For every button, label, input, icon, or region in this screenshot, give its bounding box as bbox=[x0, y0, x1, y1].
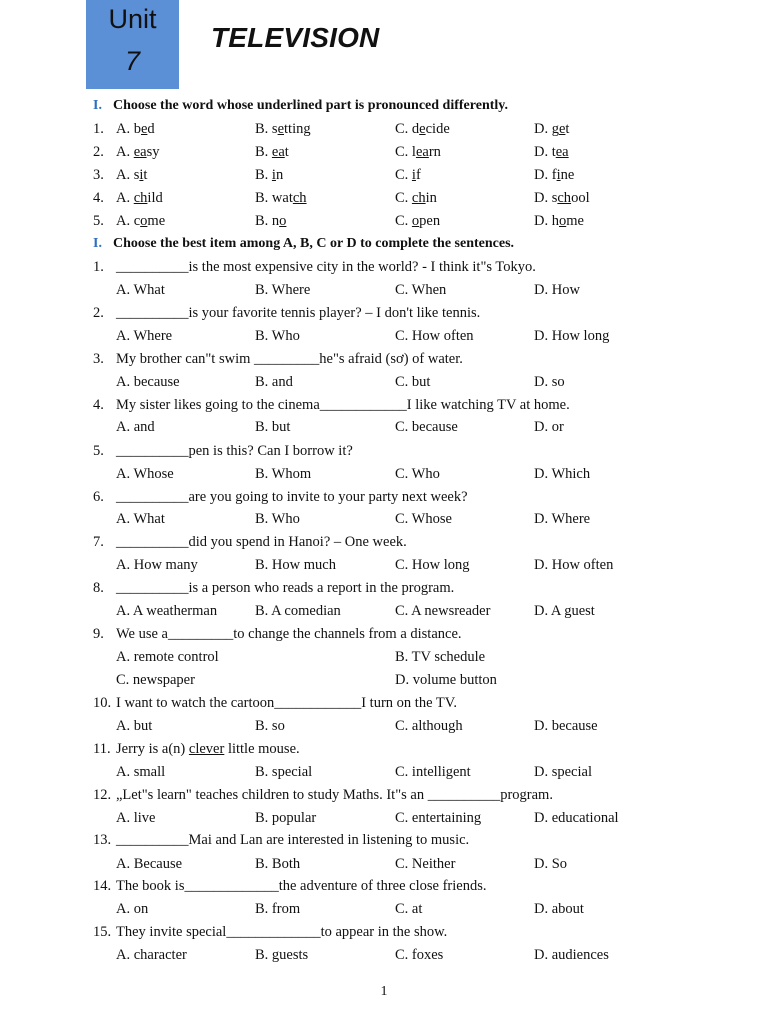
pron-option: D. school bbox=[534, 190, 590, 206]
answer-option-d: D. educational bbox=[534, 810, 619, 826]
answer-option-b: B. How much bbox=[255, 557, 336, 573]
answer-option-b: B. but bbox=[255, 419, 291, 435]
answer-option-d: D. volume button bbox=[395, 672, 497, 688]
section-2-numeral: I. bbox=[93, 236, 102, 251]
answer-option-a: A. because bbox=[116, 374, 180, 390]
pron-option: A. bed bbox=[116, 121, 155, 137]
answer-option-b: B. from bbox=[255, 901, 301, 917]
question-stem: 8. __________is a person who reads a report in the program. bbox=[93, 580, 455, 596]
pron-option: C. chin bbox=[395, 190, 437, 206]
question-stem: 7. __________did you spend in Hanoi? – One week. bbox=[93, 534, 407, 550]
question-stem: 12. „Let"s learn" teaches children to study Maths. It"s an __________program. bbox=[93, 787, 553, 803]
answer-option-a: A. live bbox=[116, 810, 156, 826]
pron-option: A. child bbox=[116, 190, 163, 206]
question-stem: 13. __________Mai and Lan are interested in listening to music. bbox=[93, 832, 470, 848]
answer-option-a: A. What bbox=[116, 511, 165, 527]
question-stem: 15. They invite special_____________to appear in the show. bbox=[93, 924, 448, 940]
pron-question-number: 5. bbox=[93, 213, 104, 229]
pron-option: D. fine bbox=[534, 167, 575, 183]
pron-option: D. get bbox=[534, 121, 570, 137]
answer-option-b: B. Who bbox=[255, 328, 300, 344]
answer-option-c: C. intelligent bbox=[395, 764, 471, 780]
pron-question-number: 2. bbox=[93, 144, 104, 160]
answer-option-b: B. Both bbox=[255, 856, 301, 872]
answer-option-c: C. Who bbox=[395, 466, 440, 482]
answer-option-a: A. remote control bbox=[116, 649, 219, 665]
underlined-word: clever bbox=[188, 741, 225, 757]
pron-option: B. no bbox=[255, 213, 287, 229]
answer-option-d: D. A guest bbox=[534, 603, 595, 619]
question-stem: 5. __________pen is this? Can I borrow it? bbox=[93, 443, 353, 459]
pron-option: B. setting bbox=[255, 121, 311, 137]
section-2-heading bbox=[93, 235, 514, 253]
answer-option-a: A. Where bbox=[116, 328, 173, 344]
pron-option: C. decide bbox=[395, 121, 450, 137]
answer-option-b: B. TV schedule bbox=[395, 649, 486, 665]
question-stem: 9. We use a_________to change the channels from a distance. bbox=[93, 626, 462, 642]
answer-option-c: C. at bbox=[395, 901, 423, 917]
answer-option-c: C. newspaper bbox=[116, 672, 195, 688]
answer-option-d: D. so bbox=[534, 374, 565, 390]
pron-option: B. in bbox=[255, 167, 284, 183]
answer-option-b: B. and bbox=[255, 374, 293, 390]
answer-option-a: A. What bbox=[116, 282, 165, 298]
page-title: TELEVISION bbox=[211, 22, 380, 53]
answer-option-c: C. How often bbox=[395, 328, 474, 344]
answer-option-b: B. so bbox=[255, 718, 285, 734]
answer-option-b: B. popular bbox=[255, 810, 317, 826]
answer-option-d: D. because bbox=[534, 718, 598, 734]
answer-option-a: A. small bbox=[116, 764, 166, 780]
unit-number: 7 bbox=[124, 46, 141, 76]
answer-option-a: A. but bbox=[116, 718, 153, 734]
pron-option: B. eat bbox=[255, 144, 289, 160]
unit-label: Unit bbox=[108, 4, 157, 34]
answer-option-b: B. special bbox=[255, 764, 313, 780]
section-1-instruction: Choose the word whose underlined part is pronounced differently. bbox=[113, 98, 509, 113]
answer-option-c: C. A newsreader bbox=[395, 603, 491, 619]
answer-option-b: B. A comedian bbox=[255, 603, 341, 619]
pron-option: C. if bbox=[395, 167, 421, 183]
question-stem: 4. My sister likes going to the cinema____________I like watching TV at home. bbox=[93, 397, 570, 413]
answer-option-c: C. Whose bbox=[395, 511, 452, 527]
unit-badge bbox=[86, 0, 179, 89]
answer-option-c: C. although bbox=[395, 718, 463, 734]
answer-option-d: D. about bbox=[534, 901, 584, 917]
answer-option-d: D. How bbox=[534, 282, 580, 298]
pron-option: B. watch bbox=[255, 190, 307, 206]
pron-option: A. come bbox=[116, 213, 166, 229]
answer-option-a: A. How many bbox=[116, 557, 198, 573]
pron-option: D. home bbox=[534, 213, 584, 229]
answer-option-d: D. special bbox=[534, 764, 592, 780]
section-2-instruction: Choose the best item among A, B, C or D to complete the sentences. bbox=[113, 236, 515, 251]
answer-option-c: C. entertaining bbox=[395, 810, 482, 826]
answer-option-c: C. When bbox=[395, 282, 447, 298]
section-1-numeral: I. bbox=[93, 98, 102, 113]
question-stem: 10. I want to watch the cartoon____________I turn on the TV. bbox=[93, 695, 457, 711]
answer-option-d: D. How often bbox=[534, 557, 614, 573]
answer-option-b: B. Where bbox=[255, 282, 311, 298]
question-stem: 6. __________are you going to invite to your party next week? bbox=[93, 489, 468, 505]
answer-option-b: B. guests bbox=[255, 947, 309, 963]
answer-option-d: D. So bbox=[534, 856, 568, 872]
answer-option-b: B. Whom bbox=[255, 466, 312, 482]
question-stem: 11. Jerry is a(n) clever little mouse. bbox=[93, 741, 300, 757]
pron-option: C. learn bbox=[395, 144, 441, 160]
answer-option-a: A. Whose bbox=[116, 466, 174, 482]
answer-option-c: C. but bbox=[395, 374, 431, 390]
section-1-heading bbox=[93, 97, 508, 115]
answer-option-d: D. audiences bbox=[534, 947, 609, 963]
answer-option-a: A. Because bbox=[116, 856, 183, 872]
answer-option-b: B. Who bbox=[255, 511, 300, 527]
answer-option-c: C. Neither bbox=[395, 856, 456, 872]
page-number: 1 bbox=[380, 984, 388, 999]
pron-option: A. sit bbox=[116, 167, 148, 183]
pron-question-number: 4. bbox=[93, 190, 104, 206]
pron-question-number: 1. bbox=[93, 121, 104, 137]
answer-option-d: D. How long bbox=[534, 328, 610, 344]
pron-option: A. easy bbox=[116, 144, 160, 160]
question-stem: 1. __________is the most expensive city in the world? - I think it"s Tokyo. bbox=[93, 259, 536, 275]
answer-option-d: D. or bbox=[534, 419, 564, 435]
answer-option-c: C. How long bbox=[395, 557, 470, 573]
answer-option-d: D. Where bbox=[534, 511, 591, 527]
answer-option-a: A. and bbox=[116, 419, 155, 435]
answer-option-c: C. foxes bbox=[395, 947, 444, 963]
question-stem: 3. My brother can"t swim _________he"s afraid (sơ) of water. bbox=[93, 351, 463, 367]
answer-option-c: C. because bbox=[395, 419, 458, 435]
answer-option-a: A. A weatherman bbox=[116, 603, 218, 619]
question-stem: 14. The book is_____________the adventure of three close friends. bbox=[93, 878, 487, 894]
answer-option-a: A. character bbox=[116, 947, 187, 963]
pron-question-number: 3. bbox=[93, 167, 104, 183]
question-stem: 2. __________is your favorite tennis player? – I don't like tennis. bbox=[93, 305, 481, 321]
answer-option-d: D. Which bbox=[534, 466, 591, 482]
pron-option: C. open bbox=[395, 213, 441, 229]
pron-option: D. tea bbox=[534, 144, 569, 160]
answer-option-a: A. on bbox=[116, 901, 149, 917]
